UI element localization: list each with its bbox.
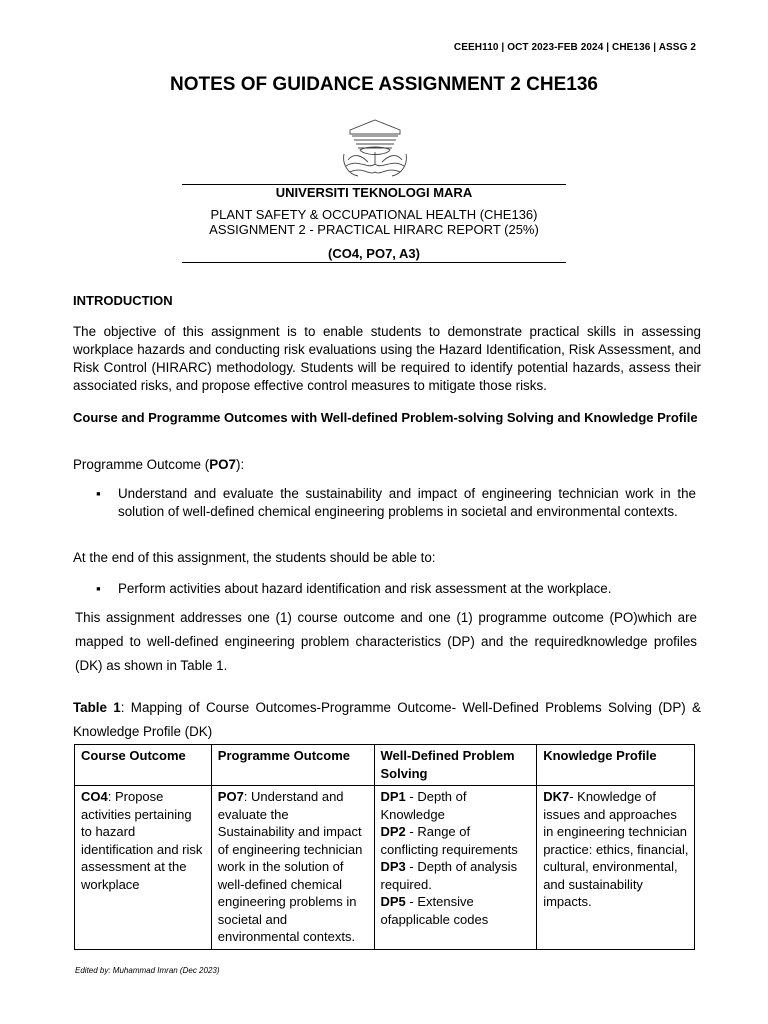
dk-code: DK7 <box>543 789 570 804</box>
header-knowledge-profile: Knowledge Profile <box>537 745 695 786</box>
cell-programme-outcome <box>211 786 374 950</box>
po-suffix: ): <box>235 457 245 472</box>
po-cell-code: PO7 <box>217 789 244 804</box>
university-crest-icon <box>340 116 410 180</box>
header-course-outcome: Course Outcome <box>75 745 212 786</box>
mapping-paragraph: This assignment addresses one (1) course outcome and one (1) programme outcome (PO)which are mapped to well-defined engineering problem characteristics (DP) and the requiredknowledge profiles (DK) as shown in Table 1. <box>75 610 697 673</box>
dp-item <box>381 893 532 928</box>
table-header-row <box>75 745 695 786</box>
dp-text: - Depth of analysis required. <box>380 859 518 892</box>
footer-edited-by: Edited by: Muhammad Imran (Dec 2023) <box>75 966 220 975</box>
outcome-codes: (CO4, PO7, A3) <box>328 246 420 261</box>
cell-knowledge-profile <box>537 786 695 950</box>
introduction-heading: INTRODUCTION <box>73 293 173 308</box>
table-row <box>75 786 695 950</box>
mapping-table <box>74 744 695 950</box>
header-problem-solving: Well-Defined Problem Solving <box>374 745 537 786</box>
dp-code: DP5 <box>380 894 406 909</box>
dp-code: DP2 <box>380 824 406 839</box>
po-bullet-text: Understand and evaluate the sustainability and impact of engineering technician work in the solution of well-defined chemical engineering problems in societal and environmental contexts. <box>118 486 696 519</box>
assignment-title: ASSIGNMENT 2 - PRACTICAL HIRARC REPORT (25%) <box>209 222 539 237</box>
dp-code: DP3 <box>380 859 406 874</box>
introduction-paragraph: The objective of this assignment is to enable students to demonstrate practical skills in assessing workplace hazards and conducting risk evaluations using the Hazard Identification, Risk Assessment, and Risk Control (HIRARC) methodology. Students will be required to identify potential hazards, assess their associated risks, and propose effective control measures to mitigate those risks. <box>73 324 701 393</box>
table-caption <box>73 696 701 744</box>
dk-text: - Knowledge of issues and approaches in engineering technician practice: ethics, financial, cultural, environmental, and sustainability impacts. <box>543 789 689 909</box>
dp-item <box>381 858 532 893</box>
po-bullet-item <box>96 485 696 521</box>
co-text: : Propose activities pertaining to hazard identification and risk assessment at the workplace <box>81 789 203 892</box>
title-box-bottom-rule <box>182 262 566 263</box>
header-programme-outcome: Programme Outcome <box>211 745 374 786</box>
end-of-assignment-intro: At the end of this assignment, the students should be able to: <box>73 550 436 565</box>
bullet-icon: ▪ <box>96 581 101 596</box>
bullet-icon: ▪ <box>96 486 101 501</box>
co-code: CO4 <box>81 789 108 804</box>
table-caption-label: Table 1 <box>73 700 121 715</box>
dp-code: DP1 <box>380 789 406 804</box>
course-title: PLANT SAFETY & OCCUPATIONAL HEALTH (CHE136) <box>210 207 538 222</box>
activity-bullet-text: Perform activities about hazard identification and risk assessment at the workplace. <box>118 581 612 596</box>
dp-text: - Depth of Knowledge <box>380 789 467 822</box>
dp-text: - Range of conflicting requirements <box>380 824 518 857</box>
dp-item <box>381 823 532 858</box>
header-reference: CEEH110 | OCT 2023-FEB 2024 | CHE136 | ASSG 2 <box>453 42 696 53</box>
page-title: NOTES OF GUIDANCE ASSIGNMENT 2 CHE136 <box>170 74 598 95</box>
activity-bullet-item <box>96 580 696 598</box>
programme-outcome-line <box>73 456 701 474</box>
po-prefix: Programme Outcome ( <box>73 457 210 472</box>
dp-text: - Extensive ofapplicable codes <box>380 894 489 927</box>
po-code: PO7 <box>209 457 236 472</box>
cell-problem-solving <box>374 786 537 950</box>
outcomes-heading: Course and Programme Outcomes with Well-defined Problem-solving Solving and Knowledge Profile <box>73 410 698 425</box>
table-caption-text: : Mapping of Course Outcomes-Programme Outcome- Well-Defined Problems Solving (DP) & Knowledge Profile (DK) <box>73 700 701 739</box>
po-cell-text: : Understand and evaluate the Sustainability and impact of engineering technician work in the solution of well-defined chemical engineering problems in societal and environmental contexts. <box>217 789 363 944</box>
cell-course-outcome <box>75 786 212 950</box>
dp-item <box>381 788 532 823</box>
university-name: UNIVERSITI TEKNOLOGI MARA <box>275 185 473 200</box>
